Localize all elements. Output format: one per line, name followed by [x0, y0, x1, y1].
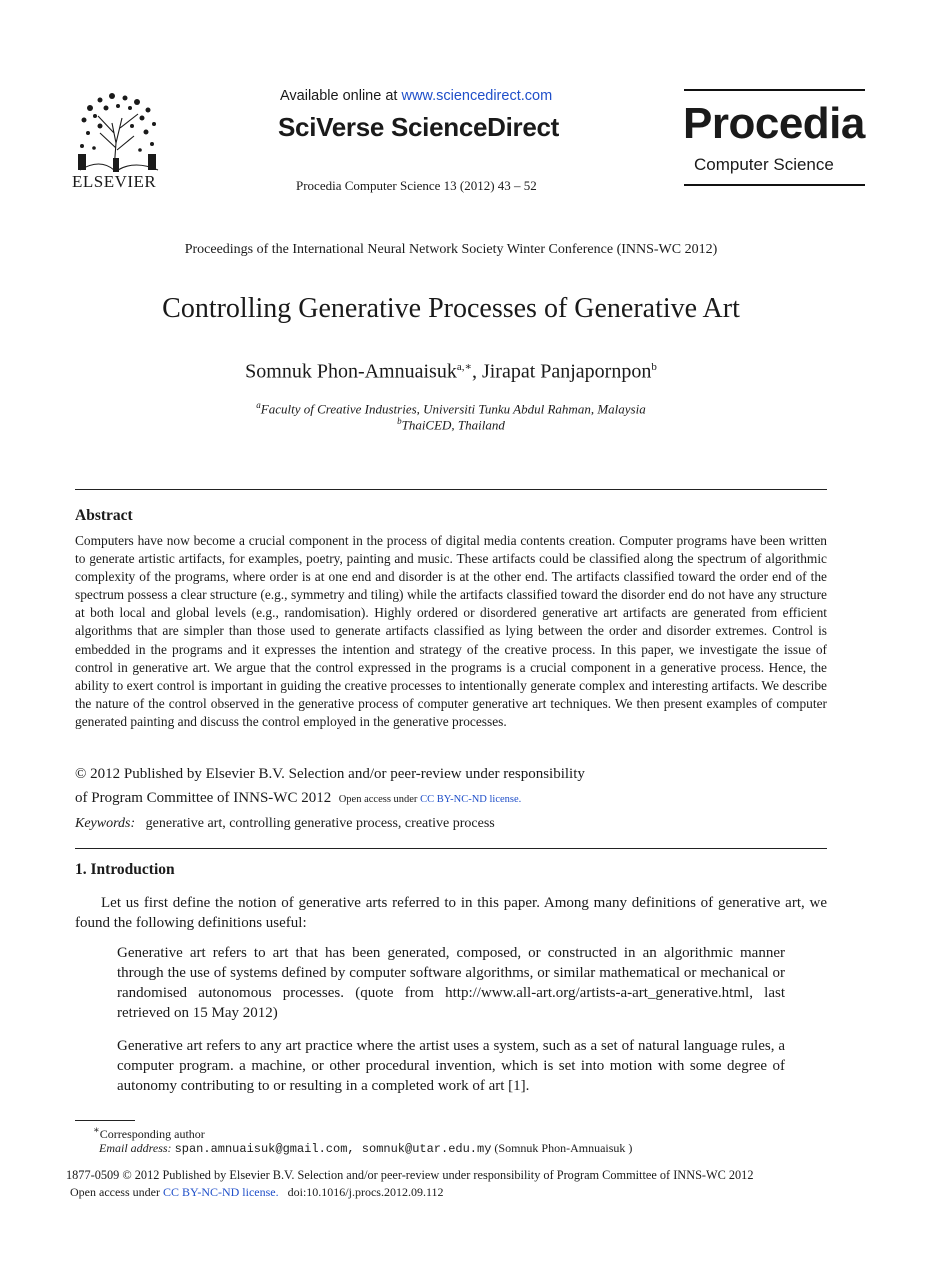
open-access-prefix: Open access under: [338, 794, 421, 805]
abstract-top-rule: [75, 489, 827, 490]
procedia-logo: Procedia: [683, 99, 865, 148]
footer-license-link[interactable]: CC BY-NC-ND license.: [162, 1185, 279, 1199]
copyright-committee: of Program Committee of INNS-WC 2012: [75, 790, 332, 806]
keywords: [75, 816, 495, 832]
email-owner: (Somnuk Phon-Amnuaisuk ): [491, 1141, 633, 1155]
open-access-note: [339, 794, 522, 805]
corresponding-mark: ∗: [93, 1125, 100, 1136]
email-label: Email address:: [99, 1141, 172, 1155]
affiliation-a-text: Faculty of Creative Industries, Universiti Tunku Abdul Rahman, Malaysia: [260, 401, 646, 417]
definition-quote-2: Generative art refers to any art practice where the artist uses a system, such as a set of natural language rules, a computer program. a machine, or other procedural invention, which is set into motion with some degree of autonomy contributing to or resulting in a completed work of art [1].: [117, 1038, 785, 1094]
email-addresses[interactable]: span.amnuaisuk@gmail.com, somnuk@utar.edu.my: [174, 1142, 492, 1156]
keywords-label: Keywords:: [75, 816, 136, 831]
author-1-affiliation: a,∗: [456, 361, 472, 373]
authors: [0, 360, 902, 384]
affiliation-b: [0, 416, 902, 433]
issn-copyright-line: 1877-0509 © 2012 Published by Elsevier B.V. Selection and/or peer-review under responsibility of Program Committee of INNS-WC 2012: [66, 1168, 754, 1182]
sciencedirect-link[interactable]: www.sciencedirect.com: [401, 88, 553, 104]
sciverse-sciencedirect-logo: SciVerse ScienceDirect: [278, 112, 560, 142]
abstract-heading: Abstract: [75, 507, 133, 524]
intro-paragraph: Let us first define the notion of generative arts referred to in this paper. Among many definitions of generative art, we found the following definitions useful:: [75, 895, 827, 931]
author-1: Somnuk Phon-Amnuaisuk: [245, 360, 457, 383]
corresponding-author-note: [93, 1125, 205, 1142]
abstract-body: Computers have now become a crucial component in the process of digital media contents creation. Computer programs have been written to generate artistic artifacts, for examples, poetry, painting and music. These artifacts could be classified along the spectrum of algorithmic complexity of the programs, where order is at one end and disorder is at the other end. The artifacts classified toward the order end of the spectrum possess a clear structure (e.g., symmetry and tiling) while the artifacts classified toward the disorder end do not have any structure at both local and global levels (e.g., randomisation). Highly ordered or disordered generative art artifacts are generated from efficient algorithms that are simpler than those used to generate artifacts classified as lying between the order and disorder extremes. Control is embedded in the programs and it expresses the intention and strategy of the creative process. In this paper, we investigate the issue of control in generative art. We argue that the control expressed in the programs is a crucial component in a generative process. Hence, the ability to exert control is important in guiding the creative processes to intentionally generate complex and interesting artifacts. We describe the nature of the control observed in the generative process of computer generative art techniques. We then present examples of computer generated painting and discuss the control employed in the generative processes.: [75, 533, 827, 729]
affiliation-a-mark: a: [256, 400, 261, 410]
procedia-subtitle: Computer Science: [694, 155, 834, 174]
affiliation-b-text: ThaiCED, Thailand: [401, 417, 505, 433]
available-online: [280, 88, 552, 104]
proceedings-line: Proceedings of the International Neural Network Society Winter Conference (INNS-WC 2012): [184, 242, 718, 257]
paper-title: Controlling Generative Processes of Generative Art: [162, 293, 740, 324]
license-link[interactable]: CC BY-NC-ND license.: [420, 794, 522, 805]
author-2-affiliation: b: [651, 361, 657, 373]
open-access-footer: [70, 1185, 444, 1200]
author-2: Jirapat Panjapornpon: [481, 360, 652, 383]
procedia-top-rule: [684, 89, 865, 91]
doi[interactable]: doi:10.1016/j.procs.2012.09.112: [287, 1185, 444, 1199]
copyright-line-2: [75, 790, 521, 807]
elsevier-wordmark: ELSEVIER: [72, 172, 157, 191]
footnote-rule: [75, 1120, 135, 1121]
author-separator: ,: [471, 360, 482, 383]
abstract-bottom-rule: [75, 848, 827, 849]
procedia-bottom-rule: [684, 184, 865, 186]
affiliation-a: [0, 400, 902, 417]
email-line: [99, 1141, 632, 1156]
section-heading-introduction: 1. Introduction: [75, 861, 175, 878]
keywords-list: generative art, controlling generative process, creative process: [145, 816, 495, 831]
copyright-line-1: © 2012 Published by Elsevier B.V. Selection and/or peer-review under responsibility: [75, 766, 585, 782]
footer-oa-prefix: Open access under: [70, 1185, 163, 1199]
definition-quote-1: Generative art refers to art that has been generated, composed, or constructed in an algorithmic manner through the use of systems defined by computer software algorithms, or similar mathematical or mechanical or randomised autonomous processes. (quote from http://www.all-art.org/artists-a-art_generative.html, last retrieved on 15 May 2012): [117, 945, 785, 1021]
corresponding-text: Corresponding author: [99, 1127, 205, 1141]
affiliation-b-mark: b: [397, 416, 402, 426]
available-online-prefix: Available online at: [280, 88, 402, 104]
journal-citation: Procedia Computer Science 13 (2012) 43 – 52: [296, 178, 537, 193]
